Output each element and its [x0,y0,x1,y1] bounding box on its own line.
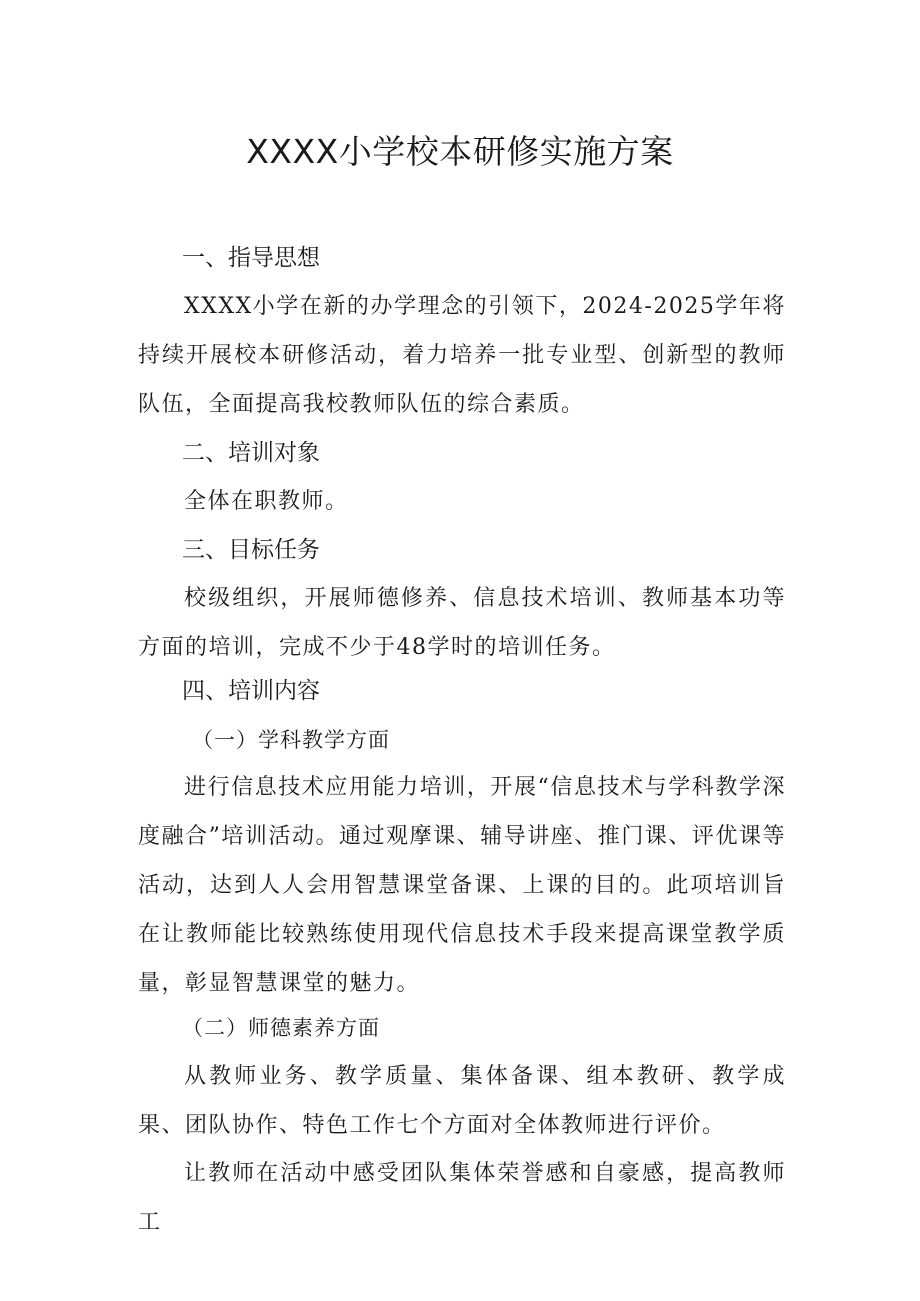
subsection-paragraph-ethics-continued: 让教师在活动中感受团队集体荣誉感和自豪感，提高教师工 [138,1161,786,1235]
section-heading-training-target: 二、培训对象 [182,440,320,466]
subsection-heading-subject-teaching: （一）学科教学方面 [192,728,390,752]
section-paragraph-goals-tasks: 校级组织，开展师德修养、信息技术培训、教师基本功等方面的培训，完成不少于48学时的培训任务。 [138,586,786,660]
section-heading-guiding-ideology: 一、指导思想 [182,245,320,271]
section-heading-training-content: 四、培训内容 [182,678,320,704]
section-paragraph-training-target: 全体在职教师。 [184,489,349,514]
section-paragraph-guiding-ideology: XXXX小学在新的办学理念的引领下，2024-2025学年将持续开展校本研修活动，着力培养一批专业型、创新型的教师队伍，全面提高我校教师队伍的综合素质。 [138,294,786,417]
subsection-paragraph-subject-teaching: 进行信息技术应用能力培训，开展“信息技术与学科教学深度融合”培训活动。通过观摩课、辅导讲座、推门课、评优课等活动，达到人人会用智慧课堂备课、上课的目的。此项培训旨在让教师能比较熟练使用现代信息技术手段来提高课堂教学质量，彰显智慧课堂的魅力。 [138,775,786,996]
subsection-paragraph-ethics: 从教师业务、教学质量、集体备课、组本教研、教学成果、团队协作、特色工作七个方面对全体教师进行评价。 [138,1064,786,1138]
document-title: XXXX小学校本研修实施方案 [246,132,674,171]
section-heading-goals-tasks: 三、目标任务 [182,537,320,563]
subsection-heading-ethics: （二）师德素养方面 [182,1016,380,1040]
